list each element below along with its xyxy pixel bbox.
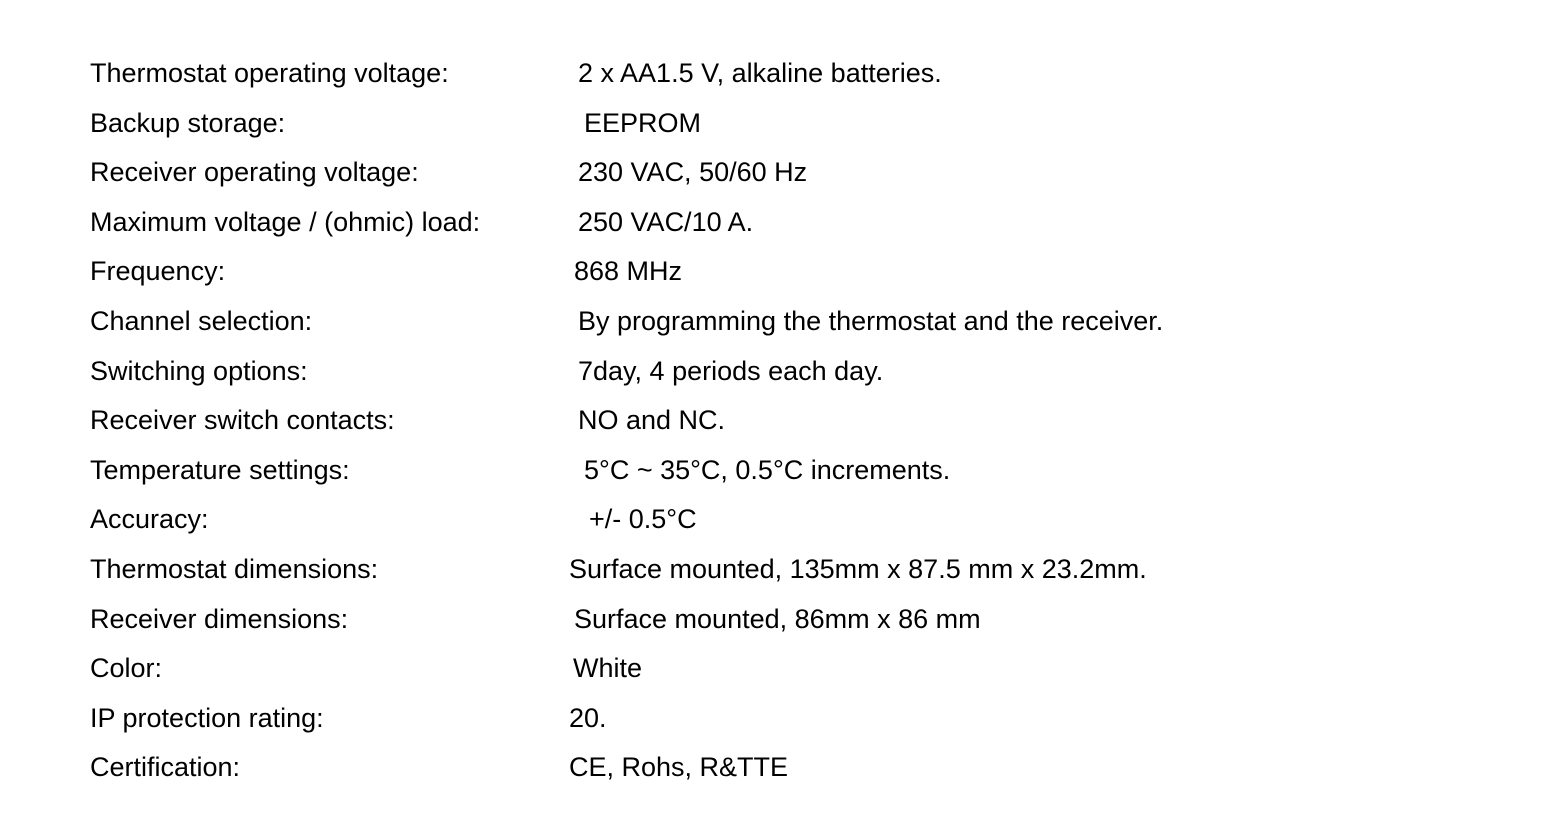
- spec-value: 7day, 4 periods each day.: [578, 355, 884, 386]
- spec-label: IP protection rating:: [90, 702, 324, 733]
- spec-value: 5°C ~ 35°C, 0.5°C increments.: [584, 454, 951, 485]
- spec-value: White: [573, 653, 643, 684]
- spec-label: Thermostat dimensions:: [90, 553, 379, 584]
- spec-label: Receiver switch contacts:: [90, 405, 395, 436]
- spec-row-receiver-operating-voltage: [90, 153, 1490, 203]
- spec-value: Surface mounted, 86mm x 86 mm: [574, 603, 981, 634]
- spec-row-certification: [90, 748, 1490, 798]
- spec-row-receiver-switch-contacts: [90, 401, 1490, 451]
- spec-row-switching-options: [90, 352, 1490, 402]
- spec-label: Receiver operating voltage:: [90, 157, 419, 188]
- spec-row-temperature-settings: [90, 451, 1490, 501]
- spec-value: 20.: [569, 702, 607, 733]
- spec-value: CE, Rohs, R&TTE: [569, 752, 789, 783]
- spec-value: 230 VAC, 50/60 Hz: [578, 157, 808, 188]
- spec-value: Surface mounted, 135mm x 87.5 mm x 23.2mm.: [569, 553, 1147, 584]
- spec-value: 250 VAC/10 A.: [578, 206, 754, 237]
- spec-row-channel-selection: [90, 302, 1490, 352]
- spec-label: Thermostat operating voltage:: [90, 58, 449, 88]
- spec-row-receiver-dimensions: [90, 600, 1490, 650]
- spec-value: By programming the thermostat and the receiver.: [578, 305, 1164, 336]
- spec-label: Accuracy:: [90, 504, 209, 535]
- spec-value: NO and NC.: [578, 405, 726, 436]
- spec-label: Certification:: [90, 752, 241, 783]
- spec-row-thermostat-operating-voltage: [90, 54, 1490, 104]
- spec-row-maximum-load: [90, 203, 1490, 253]
- spec-label: Frequency:: [90, 256, 226, 287]
- spec-row-frequency: [90, 252, 1490, 302]
- spec-value: EEPROM: [584, 107, 702, 138]
- spec-value: +/- 0.5°C: [589, 504, 697, 535]
- spec-label: Receiver dimensions:: [90, 603, 349, 634]
- spec-value: 868 MHz: [574, 256, 683, 287]
- spec-label: Switching options:: [90, 355, 308, 386]
- spec-label: Maximum voltage / (ohmic) load:: [90, 206, 481, 237]
- spec-row-color: [90, 649, 1490, 699]
- spec-row-backup-storage: [90, 104, 1490, 154]
- spec-value: 2 x AA1.5 V, alkaline batteries.: [578, 58, 942, 88]
- specification-list: [90, 54, 1490, 798]
- spec-row-accuracy: [90, 500, 1490, 550]
- spec-label: Backup storage:: [90, 107, 286, 138]
- spec-label: Color:: [90, 653, 163, 684]
- spec-label: Channel selection:: [90, 305, 313, 336]
- spec-row-thermostat-dimensions: [90, 550, 1490, 600]
- spec-label: Temperature settings:: [90, 454, 350, 485]
- spec-row-ip-protection-rating: [90, 699, 1490, 749]
